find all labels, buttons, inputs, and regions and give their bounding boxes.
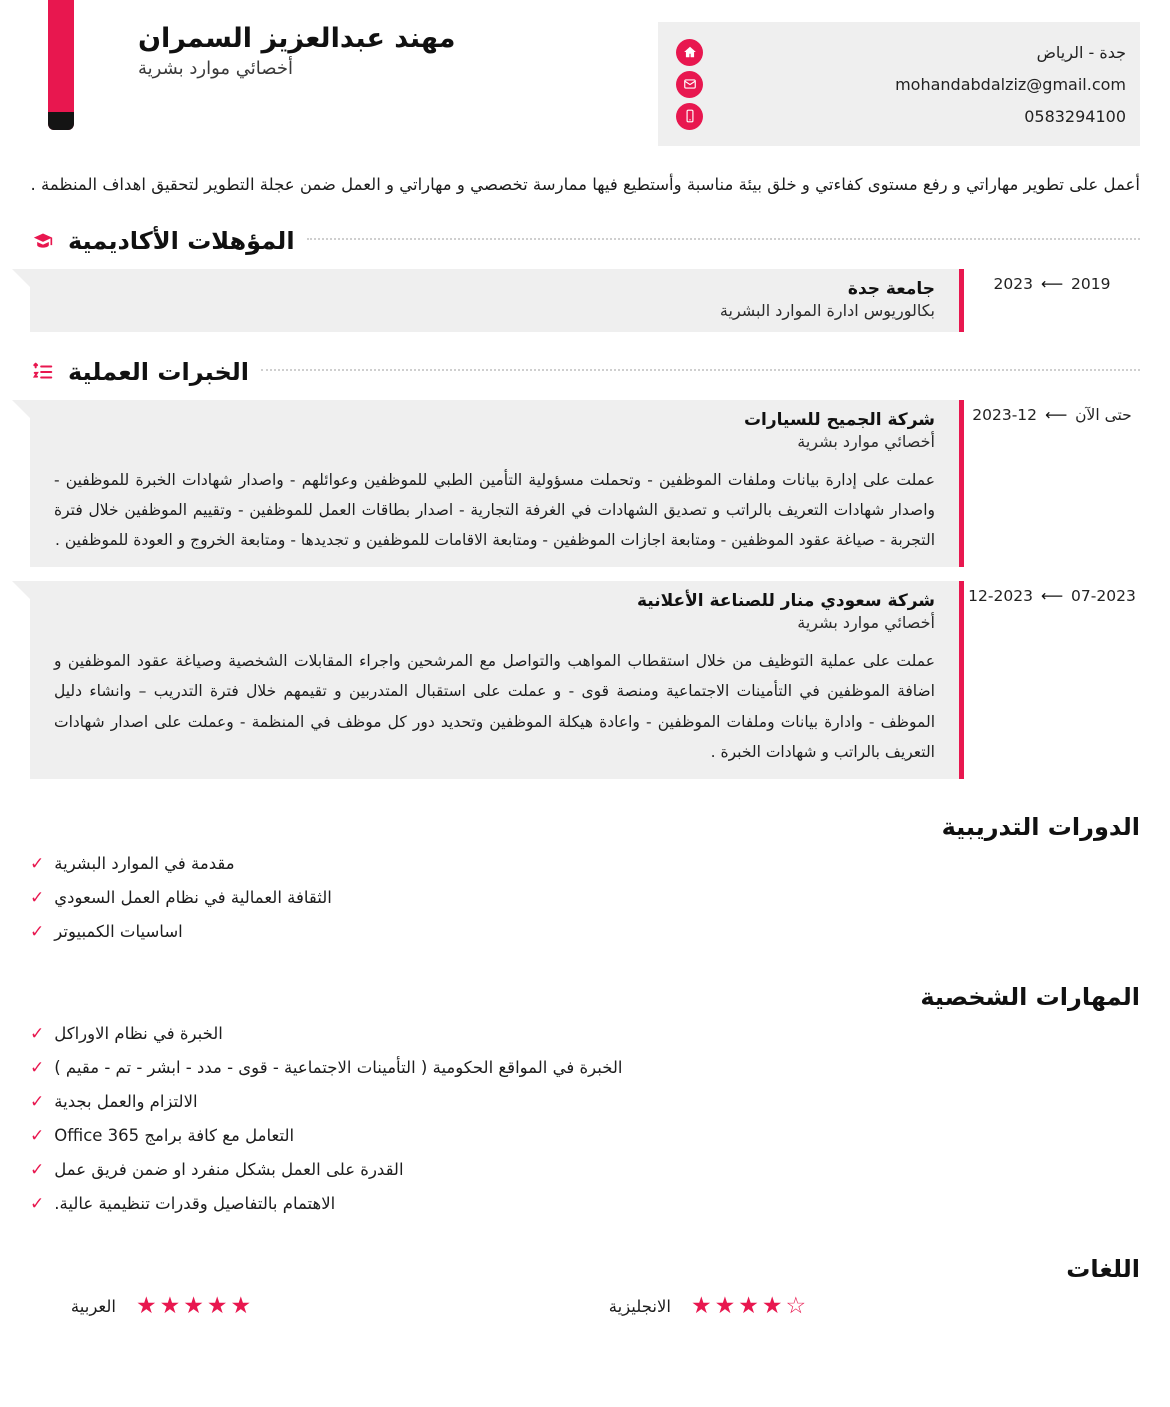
section-title-courses: الدورات التدريبية [941, 813, 1140, 842]
education-date-to: 2023 [993, 274, 1033, 293]
course-label: اساسيات الكمبيوتر [54, 922, 183, 942]
list-item [30, 881, 1140, 915]
list-item [30, 1187, 1140, 1221]
section-divider [307, 238, 1140, 240]
section-title-experience: الخبرات العملية [68, 357, 249, 386]
accent-bar-foot [48, 112, 74, 130]
experience-role: أخصائي موارد بشرية [797, 613, 935, 633]
experience-description: عملت على عملية التوظيف من خلال استقطاب المواهب والتواصل مع المرشحين واجراء المقابلات الشخصية وصياغة عقود الموظفين و اضافة الموظفين في التأمينات الاجتماعية ومنصة قوى - و عملت على استقبال المتدربين و تقيمهم خلال فترة التدريب – وانشاء دليل الموظف - وادارة بيانات وملفات الموظفين - واعادة هيكلة الموظفين وتحديد دور كل موظف في المنظمة - وعملت على اصدار شهادات التعريف بالراتب و شهادات الخبرة . [54, 652, 935, 761]
check-icon: ✓ [30, 888, 45, 909]
language-rating: ★★★★★ [136, 1293, 255, 1320]
arrow-icon: ⟵ [1040, 274, 1064, 293]
contact-row-phone [676, 100, 1126, 132]
languages-row [30, 1293, 1140, 1319]
experience-description: عملت على إدارة بيانات وملفات الموظفين - وتحملت مسؤولية التأمين الطبي للموظفين وعوائلهم - واصدار شهادات الخبرة للموظفين - واصدار شهادات التعريف بالراتب و تصديق الشهادات في الغرفة التجارية - اصدار بطاقات العمل للموظفين - وتقييم الموظفين خلال فترة التجربة - صياغة عقود الموظفين - ومتابعة اجازات الموظفين - ومتابعة الاقامات للموظفين و تجديدها - ومتابعة الخروج و العودة للموظفين . [54, 470, 935, 549]
skill-label: الخبرة في نظام الاوراكل [54, 1024, 223, 1044]
experience-date-from: 12-2023 [972, 405, 1038, 424]
section-title-languages: اللغات [1066, 1255, 1140, 1284]
skill-label: القدرة على العمل بشكل منفرد او ضمن فريق عمل [54, 1160, 404, 1180]
experience-date-to: حتى الآن [1075, 405, 1132, 424]
summary-paragraph: أعمل على تطوير مهاراتي و رفع مستوى كفاءتي و خلق بيئة مناسبة وأستطيع فيها ممارسة تخصصي و مهاراتي و العمل ضمن عجلة التطوير لتحقيق اهداف المنظمة . [30, 175, 1140, 194]
list-item [30, 1017, 1140, 1051]
section-title-skills: المهارات الشخصية [920, 983, 1140, 1012]
experience-entry-date [964, 581, 1140, 779]
experience-role: أخصائي موارد بشرية [797, 431, 935, 451]
experience-entry-body [30, 581, 964, 779]
arrow-icon: ⟵ [1044, 405, 1068, 424]
check-icon: ✓ [30, 1126, 45, 1147]
email-icon [676, 71, 703, 98]
experience-date-from: 07-2023 [1071, 587, 1136, 606]
check-icon: ✓ [30, 854, 45, 875]
experience-entry-body [30, 400, 964, 568]
education-institution: جامعة جدة [847, 278, 935, 299]
language-rating: ★★★★☆ [691, 1293, 810, 1320]
list-item [30, 847, 1140, 881]
contact-email-text: mohandabdalziz@gmail.com [895, 74, 1126, 94]
contact-box [658, 22, 1140, 146]
contact-phone-text: 0583294100 [1024, 106, 1126, 126]
check-icon: ✓ [30, 1092, 45, 1113]
contact-row-location [676, 36, 1126, 68]
home-icon [676, 39, 703, 66]
education-degree: بكالوريوس ادارة الموارد البشرية [719, 300, 935, 320]
skills-list [30, 1017, 1140, 1221]
skill-label: الخبرة في المواقع الحكومية ( التأمينات الاجتماعية - قوى - مدد - ابشر - تم - مقيم ) [54, 1058, 623, 1078]
section-title-education: المؤهلات الأكاديمية [68, 226, 295, 255]
check-icon: ✓ [30, 922, 45, 943]
education-date-from: 2019 [1071, 274, 1111, 293]
course-label: الثقافة العمالية في نظام العمل السعودي [54, 888, 332, 908]
job-title: أخصائي موارد بشرية [138, 57, 293, 79]
experience-company: شركة سعودي منار للصناعة الأعلانية [636, 591, 935, 612]
list-item [30, 1153, 1140, 1187]
skill-label: الالتزام والعمل بجدية [54, 1092, 198, 1112]
skill-label: الاهتمام بالتفاصيل وقدرات تنظيمية عالية. [54, 1194, 336, 1214]
list-item [30, 915, 1140, 949]
course-label: مقدمة في الموارد البشرية [54, 854, 235, 874]
phone-icon [676, 103, 703, 130]
section-heading-education [30, 227, 1140, 255]
accent-bar [48, 0, 74, 130]
contact-row-email[interactable] [676, 68, 1126, 100]
courses-list [30, 847, 1140, 949]
check-icon: ✓ [30, 1160, 45, 1181]
check-icon: ✓ [30, 1194, 45, 1215]
experience-date-to: 12-2023 [968, 587, 1033, 606]
language-name: العربية [70, 1296, 116, 1316]
arrow-icon: ⟵ [1040, 587, 1064, 606]
list-icon [30, 361, 56, 383]
header [0, 0, 1170, 148]
graduation-cap-icon [30, 231, 56, 251]
section-divider [261, 369, 1140, 371]
page-title: مهند عبدالعزيز السمران [138, 23, 456, 54]
education-entry [30, 269, 1140, 332]
experience-entry [30, 400, 1140, 568]
list-item [30, 1119, 1140, 1153]
language-name: الانجليزية [608, 1296, 671, 1316]
check-icon: ✓ [30, 1058, 45, 1079]
list-item [30, 1051, 1140, 1085]
skill-label: التعامل مع كافة برامج Office 365 [54, 1126, 295, 1146]
section-heading-experience [30, 358, 1140, 386]
education-entry-body [30, 269, 964, 332]
education-entry-date [964, 269, 1140, 332]
experience-company: شركة الجميح للسيارات [743, 409, 935, 430]
language-item-arabic [30, 1293, 585, 1319]
experience-entry [30, 581, 1140, 779]
contact-location-text: جدة - الرياض [1036, 42, 1126, 62]
language-item-english [585, 1293, 1140, 1319]
experience-entry-date [964, 400, 1140, 568]
check-icon: ✓ [30, 1024, 45, 1045]
list-item [30, 1085, 1140, 1119]
